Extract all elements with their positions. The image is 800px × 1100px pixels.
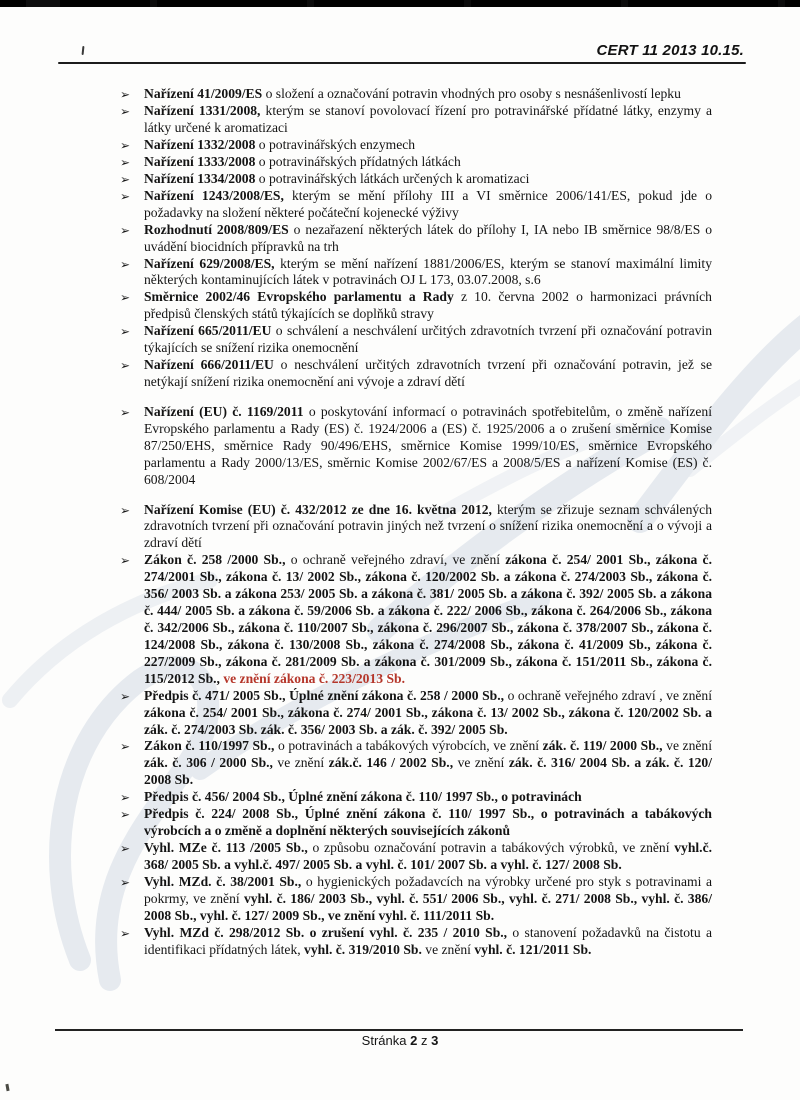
list-group bbox=[120, 86, 712, 391]
list-item-text: Nařízení 1243/2008/ES, kterým se mění přílohy III a VI směrnice 2006/141/ES, pokud jde o požadavky na složení některé počáteční kojenecké výživy bbox=[144, 187, 712, 220]
footer-total-pages: 3 bbox=[431, 1033, 439, 1048]
bullet-arrow-icon: ➢ bbox=[120, 926, 131, 941]
regulation-list bbox=[120, 86, 712, 958]
bullet-arrow-icon: ➢ bbox=[120, 689, 131, 704]
list-item bbox=[120, 738, 712, 789]
list-item-text: Směrnice 2002/46 Evropského parlamentu a Rady z 10. června 2002 o harmonizaci právních předpisů členských států týkajících se doplňků stravy bbox=[144, 289, 712, 322]
list-group bbox=[120, 404, 712, 489]
bullet-arrow-icon: ➢ bbox=[120, 790, 131, 805]
list-item bbox=[120, 357, 712, 391]
list-item-text: Nařízení 1333/2008 o potravinářských přídatných látkách bbox=[144, 153, 461, 169]
bullet-arrow-icon: ➢ bbox=[120, 503, 131, 518]
list-item-text: Nařízení 1331/2008, kterým se stanoví povolovací řízení pro potravinářské přídatné látky, enzymy a látky určené k aromatizaci bbox=[144, 103, 712, 135]
list-item bbox=[120, 925, 712, 959]
bullet-arrow-icon: ➢ bbox=[120, 138, 131, 153]
bullet-arrow-icon: ➢ bbox=[120, 841, 131, 856]
list-item-text: Předpis č. 224/ 2008 Sb., Úplné znění zákona č. 110/ 1997 Sb., o potravinách a tabákových výrobcích a o změně a doplnění některých souvisejících zákonů bbox=[144, 806, 712, 839]
bullet-arrow-icon: ➢ bbox=[120, 172, 131, 187]
list-item-text: Vyhl. MZd. č. 38/2001 Sb., o hygienických požadavcích na výrobky určené pro styk s potravinami a pokrmy, ve znění vyhl. č. 186/ 2003 Sb., vyhl. č. 551/ 2006 Sb., vyhl. č. 271/ 2008 Sb., vyhl. č. 386/ 2008 Sb., vyhl. č. 127/ 2009 Sb., ve znění vyhl. č. 111/2011 Sb. bbox=[144, 873, 712, 923]
footer-page-number: 2 bbox=[410, 1033, 418, 1048]
scan-edge-artifact bbox=[0, 0, 800, 7]
footer-label: Stránka bbox=[361, 1033, 407, 1048]
list-item-text: Nařízení 665/2011/EU o schválení a neschválení určitých zdravotních tvrzení při označování potravin týkajících se snížení rizika onemocnění bbox=[144, 323, 712, 356]
list-item bbox=[120, 552, 712, 687]
bullet-arrow-icon: ➢ bbox=[120, 553, 131, 568]
list-item-text: Předpis č. 471/ 2005 Sb., Úplné znění zákona č. 258 / 2000 Sb., o ochraně veřejného zdraví , ve znění zákona č. 254/ 2001 Sb., zákona č. 274/ 2001 Sb., zákona č. 13/ 2002 Sb., zákona č. 120/2002 Sb. a zák. č. 274/2003 Sb. zák. č. 356/ 2003 Sb. a zák. č. 392/ 2005 Sb. bbox=[144, 687, 712, 737]
list-item bbox=[120, 103, 712, 137]
list-item-text: Rozhodnutí 2008/809/ES o nezařazení některých látek do přílohy I, IA nebo IB směrnice 98/8/ES o uvádění biocidních přípravků na trh bbox=[144, 221, 712, 254]
list-item bbox=[120, 502, 712, 553]
footer-rule bbox=[55, 1029, 743, 1031]
list-item bbox=[120, 256, 712, 290]
bullet-arrow-icon: ➢ bbox=[120, 223, 131, 238]
header-rule bbox=[58, 62, 746, 64]
list-item bbox=[120, 86, 712, 103]
bullet-arrow-icon: ➢ bbox=[120, 324, 131, 339]
footer-of-word: z bbox=[420, 1033, 428, 1048]
list-item-text: Nařízení 1332/2008 o potravinářských enzymech bbox=[144, 136, 416, 152]
bullet-arrow-icon: ➢ bbox=[120, 87, 131, 102]
list-item bbox=[120, 840, 712, 874]
bullet-arrow-icon: ➢ bbox=[120, 257, 131, 272]
list-item bbox=[120, 404, 712, 489]
bullet-arrow-icon: ➢ bbox=[120, 807, 131, 822]
list-item-text: Předpis č. 456/ 2004 Sb., Úplné znění zákona č. 110/ 1997 Sb., o potravinách bbox=[144, 789, 582, 805]
list-item bbox=[120, 222, 712, 256]
list-item-text: Zákon č. 258 /2000 Sb., o ochraně veřejného zdraví, ve znění zákona č. 254/ 2001 Sb., zákona č. 274/2001 Sb., zákona č. 13/ 2002 Sb., zákona č. 120/2002 Sb. a zákona č. 274/2003 Sb., zákona č. 356/ 2003 Sb. a zákona 253/ 2005 Sb. a zákona č. 381/ 2005 Sb. a zákona č. 392/ 2005 Sb. a zákona č. 444/ 2005 Sb. a zákona č. 59/2006 Sb. a zákona č. 222/ 2006 Sb., zákona č. 264/2006 Sb., zákona č. 342/2006 Sb., zákona č. 110/2007 Sb., zákona č. 296/2007 Sb., zákona č. 378/2007 Sb., zákona č. 124/2008 Sb., zákona č. 130/2008 Sb., zákona č. 274/2008 Sb., zákona č. 41/2009 Sb., zákona č. 227/2009 Sb., zákona č. 281/2009 Sb. a zákona č. 301/2009 Sb., zákona č. 151/2011 Sb., zákona č. 115/2012 Sb., ve znění zákona č. 223/2013 Sb. bbox=[144, 552, 712, 686]
list-item bbox=[120, 874, 712, 925]
bullet-arrow-icon: ➢ bbox=[120, 155, 131, 170]
list-item-text: Vyhl. MZe č. 113 /2005 Sb., o způsobu označování potravin a tabákových výrobků, ve znění vyhl.č. 368/ 2005 Sb. a vyhl.č. 497/ 2005 Sb. a vyhl. č. 101/ 2007 Sb. a vyhl. č. 127/ 2008 Sb. bbox=[144, 840, 712, 872]
bullet-arrow-icon: ➢ bbox=[120, 189, 131, 204]
list-item bbox=[120, 188, 712, 222]
bullet-arrow-icon: ➢ bbox=[120, 358, 131, 373]
list-item-text: Zákon č. 110/1997 Sb., o potravinách a tabákových výrobcích, ve znění zák. č. 119/ 2000 Sb., ve znění zák. č. 306 / 2000 Sb., ve znění zák.č. 146 / 2002 Sb., ve znění zák. č. 316/ 2004 Sb. a zák. č. 120/ 2008 Sb. bbox=[144, 738, 712, 788]
list-item bbox=[120, 789, 712, 806]
bullet-arrow-icon: ➢ bbox=[120, 875, 131, 890]
list-item-text: Nařízení 629/2008/ES, kterým se mění nařízení 1881/2006/ES, kterým se stanoví maximální limity některých kontaminujících látek v potravinách OJ L 173, 03.07.2008, s.6 bbox=[144, 255, 712, 288]
list-item bbox=[120, 688, 712, 739]
document-reference: CERT 11 2013 10.15. bbox=[596, 42, 744, 59]
list-item-text: Nařízení 1334/2008 o potravinářských látkách určených k aromatizaci bbox=[144, 170, 530, 186]
list-item-text: Nařízení (EU) č. 1169/2011 o poskytování informací o potravinách spotřebitelům, o změně nařízení Evropského parlamentu a Rady (ES) č. 1924/2006 a (ES) č. 1925/2006 a o zrušení směrnice Komise 87/250/EHS, směrnice Rady 90/496/EHS, směrnice Komise 1999/10/ES, směrnice Evropského parlamentu a Rady 2000/13/ES, směrnic Komise 2002/67/ES a 2008/5/ES a nařízení Komise (ES) č. 608/2004 bbox=[144, 403, 712, 487]
list-item bbox=[120, 806, 712, 840]
bullet-arrow-icon: ➢ bbox=[120, 405, 131, 420]
list-item-text: Nařízení 666/2011/EU o neschválení určitých zdravotních tvrzení při označování potravin, jež se netýkají snížení rizika onemocnění ani vývoje a zdraví dětí bbox=[144, 357, 712, 389]
list-item-text: Nařízení 41/2009/ES o složení a označování potravin vhodných pro osoby s nesnášenlivostí lepku bbox=[144, 86, 681, 101]
bullet-arrow-icon: ➢ bbox=[120, 739, 131, 754]
list-group bbox=[120, 502, 712, 959]
list-item-text: Vyhl. MZd č. 298/2012 Sb. o zrušení vyhl. č. 235 / 2010 Sb., o stanovení požadavků na čistotu a identifikaci přídatných látek, vyhl. č. 319/2010 Sb. ve znění vyhl. č. 121/2011 Sb. bbox=[144, 924, 713, 957]
list-item bbox=[120, 137, 712, 154]
bullet-arrow-icon: ➢ bbox=[120, 290, 131, 305]
list-item bbox=[120, 323, 712, 357]
bullet-arrow-icon: ➢ bbox=[120, 104, 131, 119]
list-item bbox=[120, 154, 712, 171]
list-item bbox=[120, 289, 712, 323]
list-item-text: Nařízení Komise (EU) č. 432/2012 ze dne 16. května 2012, kterým se zřizuje seznam schválených zdravotních tvrzení při označování potravin jiných než tvrzení o snížení rizika onemocnění a o vývoji a zdraví dětí bbox=[144, 501, 712, 551]
list-item bbox=[120, 171, 712, 188]
page-footer bbox=[0, 1033, 800, 1048]
